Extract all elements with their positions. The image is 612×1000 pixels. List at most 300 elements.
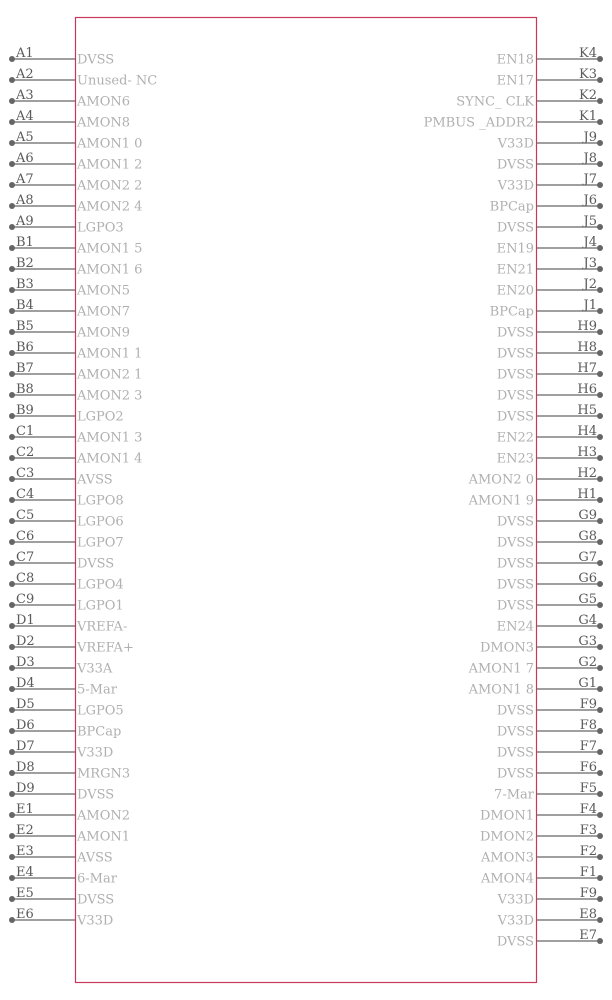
pin-name: AMON2 1 (77, 367, 143, 383)
pin-number: A9 (16, 214, 34, 229)
pin-number: G4 (578, 613, 597, 628)
pin-number: H5 (577, 403, 597, 418)
pin-right-g7 (497, 550, 603, 572)
pin-left-d5 (9, 697, 124, 719)
pin-name: DVSS (77, 892, 115, 908)
pin-number: B1 (16, 235, 34, 250)
pin-name: DVSS (496, 598, 534, 614)
pin-endpoint-dot (9, 56, 15, 62)
pin-right-g8 (497, 529, 603, 551)
pin-number: A7 (16, 172, 34, 187)
pin-right-g4 (497, 613, 603, 635)
pin-number: E6 (16, 907, 34, 922)
pin-left-b3 (9, 277, 130, 299)
pin-left-d8 (9, 760, 130, 782)
pin-name: AMON2 3 (77, 388, 143, 404)
pin-endpoint-dot (597, 938, 603, 944)
pin-number: J8 (583, 151, 597, 166)
pin-name: AMON5 (77, 283, 131, 299)
pin-left-d9 (9, 781, 114, 803)
pin-endpoint-dot (9, 455, 15, 461)
pin-endpoint-dot (597, 350, 603, 356)
pin-left-b9 (9, 403, 124, 425)
pin-endpoint-dot (597, 182, 603, 188)
pin-right-j4 (497, 235, 603, 257)
pin-name: V33D (77, 913, 114, 929)
pin-name: EN18 (496, 52, 534, 68)
pin-name: EN22 (496, 430, 534, 446)
pin-name: DVSS (496, 703, 534, 719)
pin-name: AMON3 (480, 850, 534, 866)
pin-number: D4 (16, 676, 35, 691)
pin-endpoint-dot (597, 392, 603, 398)
pin-endpoint-dot (597, 728, 603, 734)
pin-number: B5 (16, 319, 34, 334)
pin-name: 5-Mar (77, 682, 117, 698)
pin-right-h6 (497, 382, 603, 404)
pin-endpoint-dot (9, 140, 15, 146)
pin-endpoint-dot (597, 245, 603, 251)
pin-name: AMON6 (77, 94, 131, 110)
pin-number: J3 (583, 256, 597, 271)
pin-endpoint-dot (597, 854, 603, 860)
pin-right-k3 (497, 67, 603, 89)
pin-number: C8 (16, 571, 35, 586)
pin-name: AMON2 2 (77, 178, 143, 194)
pin-endpoint-dot (597, 581, 603, 587)
pin-number: G3 (578, 634, 597, 649)
pin-right-g1 (468, 676, 603, 698)
pin-right-h1 (468, 487, 603, 509)
pin-endpoint-dot (9, 812, 15, 818)
pin-endpoint-dot (597, 371, 603, 377)
pin-endpoint-dot (9, 266, 15, 272)
pin-right-j7 (497, 172, 603, 194)
pin-name: V33D (497, 892, 534, 908)
pin-right-f7 (497, 739, 603, 761)
pin-number: K2 (579, 88, 597, 103)
ic-body-outline (76, 18, 537, 983)
pin-name: DVSS (77, 556, 115, 572)
pin-left-b5 (9, 319, 130, 341)
pin-number: F9 (579, 886, 597, 901)
pin-name: AMON1 5 (77, 241, 143, 257)
pin-right-h3 (497, 445, 603, 467)
pin-right-k1 (424, 109, 603, 131)
pin-endpoint-dot (597, 623, 603, 629)
pin-number: H6 (577, 382, 597, 397)
pin-endpoint-dot (9, 665, 15, 671)
pin-number: C9 (16, 592, 35, 607)
pin-number: K3 (579, 67, 597, 82)
pin-endpoint-dot (9, 707, 15, 713)
pin-name: DVSS (496, 535, 534, 551)
pin-number: A2 (16, 67, 34, 82)
pin-endpoint-dot (597, 560, 603, 566)
pin-endpoint-dot (9, 77, 15, 83)
pin-left-c7 (9, 550, 114, 572)
pin-name: DMON2 (479, 829, 534, 845)
pin-endpoint-dot (597, 791, 603, 797)
pin-right-h4 (497, 424, 603, 446)
pin-right-f1 (480, 865, 603, 887)
pin-right-j3 (497, 256, 603, 278)
pin-name: AMON4 (480, 871, 534, 887)
pin-left-a4 (9, 109, 130, 131)
pin-right-f9 (497, 697, 603, 719)
pin-number: F3 (579, 823, 597, 838)
pin-number: B9 (16, 403, 34, 418)
pin-name: DVSS (77, 787, 115, 803)
pin-name: AMON7 (77, 304, 131, 320)
pin-right-g2 (468, 655, 603, 677)
pin-name: AMON2 0 (468, 472, 534, 488)
pin-left-c3 (9, 466, 113, 488)
pin-number: A5 (16, 130, 34, 145)
pin-number: H4 (577, 424, 597, 439)
pin-name: LGPO1 (77, 598, 124, 614)
pin-number: G2 (578, 655, 597, 670)
pin-endpoint-dot (597, 434, 603, 440)
pin-number: E8 (579, 907, 597, 922)
pin-name: AMON1 0 (77, 136, 143, 152)
pin-right-h5 (497, 403, 603, 425)
pin-endpoint-dot (597, 770, 603, 776)
pin-endpoint-dot (597, 77, 603, 83)
pin-endpoint-dot (597, 518, 603, 524)
pin-number: D3 (16, 655, 35, 670)
pin-endpoint-dot (597, 140, 603, 146)
pin-name: AMON1 2 (77, 157, 143, 173)
pin-number: G5 (578, 592, 597, 607)
pin-number: B4 (16, 298, 34, 313)
pin-number: F9 (579, 697, 597, 712)
pin-endpoint-dot (9, 161, 15, 167)
pin-number: C4 (16, 487, 35, 502)
pin-right-j5 (497, 214, 603, 236)
pin-name: AMON2 (77, 808, 131, 824)
pin-endpoint-dot (9, 875, 15, 881)
pin-right-j2 (497, 277, 603, 299)
pin-name: EN23 (496, 451, 534, 467)
pin-right-j9 (497, 130, 603, 152)
pin-name: AMON2 4 (77, 199, 143, 215)
pin-left-a9 (9, 214, 124, 236)
pin-endpoint-dot (9, 476, 15, 482)
pin-right-e7 (497, 928, 603, 950)
pin-number: H9 (577, 319, 597, 334)
pin-endpoint-dot (9, 560, 15, 566)
pin-endpoint-dot (597, 476, 603, 482)
pin-right-h7 (497, 361, 603, 383)
pin-number: J5 (583, 214, 597, 229)
pin-endpoint-dot (597, 896, 603, 902)
pin-name: DMON1 (479, 808, 534, 824)
pin-endpoint-dot (597, 413, 603, 419)
pin-name: LGPO3 (77, 220, 124, 236)
pin-number: E1 (16, 802, 34, 817)
pin-right-f3 (480, 823, 603, 845)
pin-number: G1 (578, 676, 597, 691)
pin-name: 7-Mar (494, 787, 534, 803)
pin-right-f8 (497, 718, 603, 740)
pin-name: BPCap (77, 724, 122, 740)
pin-name: MRGN3 (77, 766, 131, 782)
pin-number: K1 (579, 109, 597, 124)
pin-left-c9 (9, 592, 124, 614)
pin-endpoint-dot (9, 686, 15, 692)
pin-name: VREFA- (77, 619, 128, 635)
pin-name: DVSS (496, 346, 534, 362)
pin-endpoint-dot (597, 665, 603, 671)
pin-number: F5 (579, 781, 597, 796)
pin-endpoint-dot (9, 392, 15, 398)
pin-endpoint-dot (597, 644, 603, 650)
pin-endpoint-dot (9, 791, 15, 797)
pin-name: SYNC_ CLK (456, 94, 534, 110)
pin-name: AMON1 1 (77, 346, 143, 362)
pin-endpoint-dot (597, 875, 603, 881)
pin-left-a3 (9, 88, 130, 110)
pin-name: PMBUS _ADDR2 (423, 115, 534, 131)
pin-endpoint-dot (597, 833, 603, 839)
pin-endpoint-dot (9, 581, 15, 587)
pin-name: AMON9 (77, 325, 131, 341)
pin-name: AMON1 8 (468, 682, 534, 698)
pin-left-d2 (9, 634, 134, 656)
pin-number: E7 (579, 928, 597, 943)
pin-number: C3 (16, 466, 35, 481)
pin-left-c8 (9, 571, 124, 593)
pin-name: Unused- NC (77, 73, 158, 89)
pin-left-e1 (9, 802, 130, 824)
pin-number: B8 (16, 382, 34, 397)
pin-endpoint-dot (9, 203, 15, 209)
pin-endpoint-dot (9, 413, 15, 419)
pin-name: AVSS (77, 850, 113, 866)
pin-number: B7 (16, 361, 34, 376)
pin-number: D1 (16, 613, 35, 628)
pin-name: LGPO2 (77, 409, 124, 425)
pin-name: AMON8 (77, 115, 131, 131)
pin-endpoint-dot (9, 182, 15, 188)
pin-left-e2 (9, 823, 130, 845)
pin-right-f6 (497, 760, 603, 782)
pin-name: DVSS (77, 52, 115, 68)
pin-right-g6 (497, 571, 603, 593)
pin-endpoint-dot (9, 371, 15, 377)
pin-name: LGPO8 (77, 493, 124, 509)
pin-number: K4 (579, 46, 597, 61)
pin-endpoint-dot (9, 770, 15, 776)
pin-number: J6 (583, 193, 597, 208)
pin-left-c6 (9, 529, 124, 551)
pin-number: J1 (583, 298, 597, 313)
pin-endpoint-dot (597, 287, 603, 293)
pin-left-d7 (9, 739, 113, 761)
pin-number: H3 (577, 445, 597, 460)
right-pin-group (424, 46, 603, 950)
pin-number: H2 (577, 466, 597, 481)
pin-right-k4 (497, 46, 603, 68)
pin-name: EN19 (496, 241, 534, 257)
pin-endpoint-dot (597, 266, 603, 272)
pin-name: DMON3 (479, 640, 534, 656)
pin-name: DVSS (496, 724, 534, 740)
pin-number: A4 (16, 109, 34, 124)
pin-endpoint-dot (9, 602, 15, 608)
pin-number: F4 (579, 802, 597, 817)
pin-name: DVSS (496, 325, 534, 341)
pin-endpoint-dot (9, 539, 15, 545)
pin-endpoint-dot (9, 917, 15, 923)
pin-name: AMON1 9 (468, 493, 534, 509)
pin-name: BPCap (489, 199, 534, 215)
pin-number: D5 (16, 697, 35, 712)
pin-left-e3 (9, 844, 113, 866)
pin-endpoint-dot (597, 917, 603, 923)
pin-name: DVSS (496, 766, 534, 782)
pin-endpoint-dot (9, 833, 15, 839)
pin-endpoint-dot (9, 329, 15, 335)
pin-number: D7 (16, 739, 35, 754)
pin-endpoint-dot (9, 434, 15, 440)
pin-right-j1 (490, 298, 603, 320)
pin-number: E3 (16, 844, 34, 859)
pin-endpoint-dot (9, 287, 15, 293)
pin-endpoint-dot (597, 161, 603, 167)
pin-endpoint-dot (9, 728, 15, 734)
pin-name: AVSS (77, 472, 113, 488)
pin-name: V33D (497, 913, 534, 929)
left-pin-group (9, 46, 157, 929)
pin-number: G6 (578, 571, 597, 586)
pin-number: J7 (583, 172, 597, 187)
pin-number: C2 (16, 445, 35, 460)
pin-name: EN20 (496, 283, 534, 299)
pin-name: AMON1 7 (468, 661, 534, 677)
pin-endpoint-dot (597, 98, 603, 104)
pin-endpoint-dot (9, 308, 15, 314)
pin-endpoint-dot (597, 329, 603, 335)
pin-number: G9 (578, 508, 597, 523)
pin-number: D8 (16, 760, 35, 775)
pin-name: V33D (497, 136, 534, 152)
pin-endpoint-dot (9, 896, 15, 902)
pin-number: J4 (583, 235, 597, 250)
pin-right-j8 (497, 151, 603, 173)
pin-endpoint-dot (597, 749, 603, 755)
pin-number: E2 (16, 823, 34, 838)
pin-endpoint-dot (597, 602, 603, 608)
pin-left-e4 (9, 865, 118, 887)
pin-name: BPCap (489, 304, 534, 320)
pin-number: A8 (16, 193, 34, 208)
pin-right-h9 (497, 319, 603, 341)
pin-number: A6 (16, 151, 34, 166)
pin-number: H8 (577, 340, 597, 355)
pin-name: DVSS (496, 556, 534, 572)
pin-right-f9 (497, 886, 603, 908)
pin-endpoint-dot (9, 854, 15, 860)
pin-name: AMON1 (77, 829, 131, 845)
pin-name: VREFA+ (77, 640, 134, 656)
pin-left-b4 (9, 298, 130, 320)
pin-endpoint-dot (9, 497, 15, 503)
pin-endpoint-dot (9, 119, 15, 125)
pin-left-a2 (9, 67, 157, 89)
pin-name: V33D (497, 178, 534, 194)
pin-name: V33A (77, 661, 113, 677)
pin-number: F1 (579, 865, 597, 880)
pin-name: EN17 (496, 73, 534, 89)
pin-name: AMON1 6 (77, 262, 143, 278)
pin-name: EN21 (496, 262, 534, 278)
pin-number: H7 (577, 361, 597, 376)
pin-right-e8 (497, 907, 603, 929)
pin-name: DVSS (496, 157, 534, 173)
pin-name: LGPO6 (77, 514, 124, 530)
pin-endpoint-dot (597, 119, 603, 125)
pin-name: LGPO4 (77, 577, 124, 593)
pin-endpoint-dot (9, 518, 15, 524)
pin-endpoint-dot (597, 707, 603, 713)
pin-number: E5 (16, 886, 34, 901)
pin-left-d1 (9, 613, 127, 635)
pin-endpoint-dot (597, 203, 603, 209)
pin-left-c5 (9, 508, 124, 530)
pin-endpoint-dot (9, 224, 15, 230)
pin-endpoint-dot (597, 56, 603, 62)
pin-endpoint-dot (597, 539, 603, 545)
pin-number: B6 (16, 340, 34, 355)
pin-name: 6-Mar (77, 871, 117, 887)
pin-name: DVSS (496, 220, 534, 236)
pin-right-f5 (494, 781, 603, 803)
pin-right-g5 (497, 592, 603, 614)
pin-endpoint-dot (597, 497, 603, 503)
pin-left-e6 (9, 907, 113, 929)
pin-left-d3 (9, 655, 113, 677)
pin-name: AMON1 4 (77, 451, 143, 467)
pin-number: B2 (16, 256, 34, 271)
pin-name: DVSS (496, 409, 534, 425)
pin-number: G8 (578, 529, 597, 544)
pin-number: A3 (16, 88, 34, 103)
pin-endpoint-dot (597, 686, 603, 692)
pin-endpoint-dot (9, 350, 15, 356)
pin-right-k2 (456, 88, 603, 110)
pin-name: EN24 (496, 619, 534, 635)
pin-right-g9 (497, 508, 603, 530)
pin-right-f4 (480, 802, 603, 824)
pin-left-e5 (9, 886, 114, 908)
pin-endpoint-dot (597, 224, 603, 230)
pin-endpoint-dot (9, 623, 15, 629)
pin-name: DVSS (496, 367, 534, 383)
pin-endpoint-dot (597, 308, 603, 314)
pin-number: A1 (16, 46, 34, 61)
pin-right-j6 (490, 193, 603, 215)
pin-number: D6 (16, 718, 35, 733)
pin-left-d4 (9, 676, 118, 698)
pin-left-a1 (9, 46, 114, 68)
pin-number: D2 (16, 634, 35, 649)
pin-number: E4 (16, 865, 34, 880)
pin-number: J2 (583, 277, 597, 292)
pin-number: J9 (583, 130, 597, 145)
pin-name: DVSS (496, 745, 534, 761)
